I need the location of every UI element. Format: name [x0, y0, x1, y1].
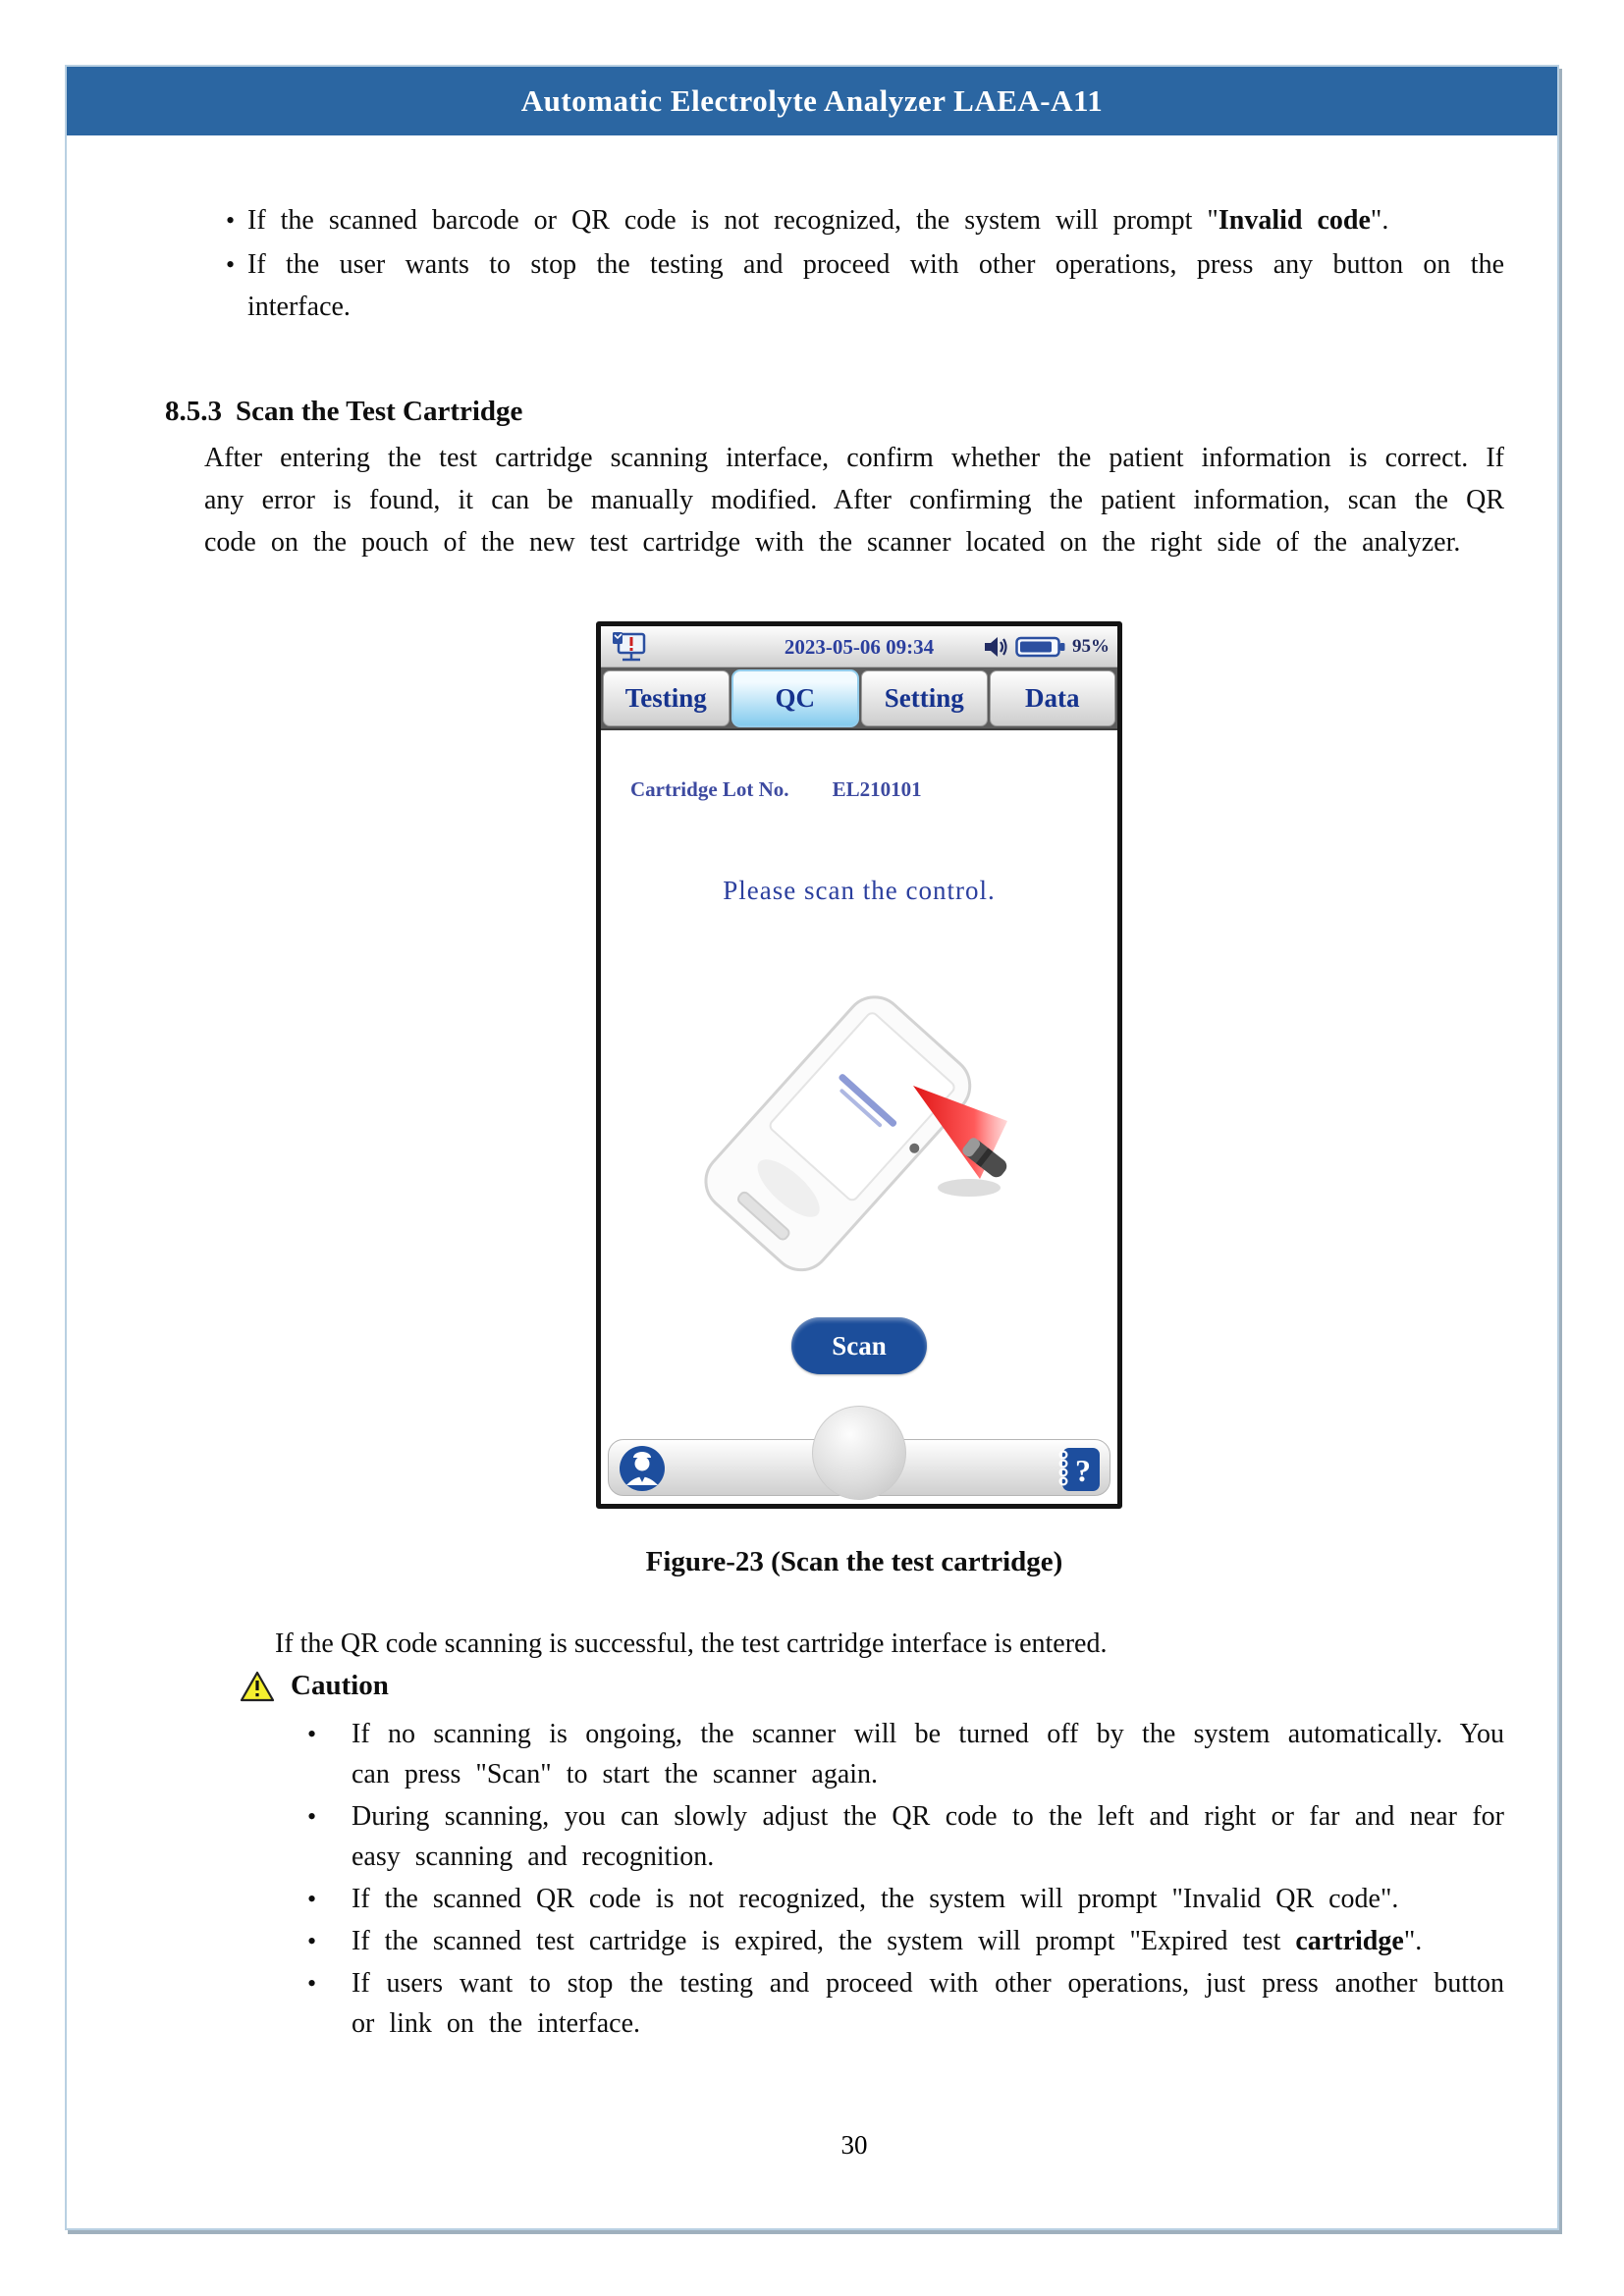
analyzer-scanning-illustration: [691, 976, 1035, 1300]
bullet-text: During scanning, you can slowly adjust the QR code to the left and right or far and near for easy scanning and recognition.: [352, 1801, 1504, 1872]
bullet-icon: •: [307, 1802, 317, 1831]
bullet-text: If the scanned QR code is not recognized, the system will prompt "Invalid QR code".: [352, 1884, 1399, 1914]
intro-bullets: [226, 199, 1504, 328]
scan-prompt-text: Please scan the control.: [723, 876, 996, 905]
after-figure-text: If the QR code scanning is successful, the test cartridge interface is entered.: [275, 1629, 1108, 1659]
bullet-text: ".: [1370, 205, 1389, 236]
list-item: [307, 1714, 1504, 1794]
bullet-icon: •: [307, 1969, 317, 1998]
tab-data[interactable]: [990, 670, 1116, 726]
page-title: Automatic Electrolyte Analyzer LAEA-A11: [520, 83, 1104, 118]
bullet-text: If no scanning is ongoing, the scanner will be turned off by the system automatically. You can press "Scan" to start the scanner again.: [352, 1719, 1504, 1789]
page-header-band: [67, 67, 1557, 135]
bullet-text: ".: [1403, 1926, 1423, 1956]
bullet-text-bold: cartridge: [1295, 1926, 1404, 1956]
section-number: 8.5.3: [165, 396, 222, 427]
page-number: 30: [840, 2130, 868, 2160]
bullet-text: If the scanned test cartridge is expired, the system will prompt "Expired test: [352, 1926, 1296, 1956]
scan-button[interactable]: [791, 1317, 927, 1374]
caution-heading: [240, 1665, 389, 1707]
figure-caption: Figure-23 (Scan the test cartridge): [645, 1546, 1063, 1577]
cartridge-lot-value: EL210101: [832, 777, 922, 801]
section-body: After entering the test cartridge scanning interface, confirm whether the patient information is correct. If any error is found, it can be manually modified. After confirming the patient information, scan the QR code on the pouch of the new test cartridge with the scanner located on the right side of the analyzer.: [204, 443, 1504, 558]
list-item: [307, 1921, 1504, 1961]
speaker-icon: [983, 635, 1009, 659]
device-tab-bar: [601, 667, 1117, 730]
tab-label: Data: [1025, 683, 1080, 713]
warning-triangle-icon: [240, 1671, 275, 1702]
bullet-icon: •: [307, 1927, 317, 1955]
list-item: [307, 1796, 1504, 1877]
tab-qc[interactable]: [731, 669, 860, 727]
home-button[interactable]: [812, 1406, 906, 1500]
cartridge-lot-label: Cartridge Lot No.: [630, 777, 789, 801]
tab-label: Testing: [624, 683, 707, 713]
tab-label: Setting: [884, 683, 964, 713]
list-item: [307, 1963, 1504, 2044]
tab-testing[interactable]: [603, 670, 730, 726]
caution-label: Caution: [291, 1670, 389, 1701]
status-datetime: 2023-05-06 09:34: [784, 635, 935, 659]
tab-label: QC: [775, 683, 815, 713]
battery-percent: 95%: [1072, 636, 1110, 657]
bullet-icon: •: [307, 1885, 317, 1913]
battery-icon: [1015, 634, 1066, 660]
help-icon[interactable]: [1055, 1445, 1104, 1494]
bullet-text: If users want to stop the testing and proceed with other operations, just press another button or link on the interface.: [352, 1968, 1504, 2039]
bullet-icon: •: [226, 250, 236, 279]
list-item: [307, 1879, 1504, 1919]
caution-bullets: [307, 1714, 1504, 2044]
device-status-bar: [601, 626, 1117, 667]
bullet-icon: •: [307, 1720, 317, 1748]
list-item: [226, 199, 1504, 241]
operator-icon[interactable]: [619, 1445, 666, 1492]
device-screen-content: [601, 732, 1117, 1504]
scan-button-label: Scan: [832, 1330, 887, 1361]
section-heading: [165, 391, 522, 433]
tab-setting[interactable]: [861, 670, 988, 726]
bullet-text-bold: Invalid code: [1218, 205, 1371, 236]
help-glyph: ?: [1075, 1453, 1091, 1488]
bullet-text: If the scanned barcode or QR code is not recognized, the system will prompt ": [247, 205, 1218, 236]
bullet-text: If the user wants to stop the testing and proceed with other operations, press any button on the interface.: [247, 249, 1504, 322]
device-screenshot: [596, 621, 1122, 1509]
bullet-icon: •: [226, 206, 236, 235]
manual-page: [65, 65, 1559, 2230]
section-title: Scan the Test Cartridge: [236, 396, 523, 427]
list-item: [226, 243, 1504, 328]
